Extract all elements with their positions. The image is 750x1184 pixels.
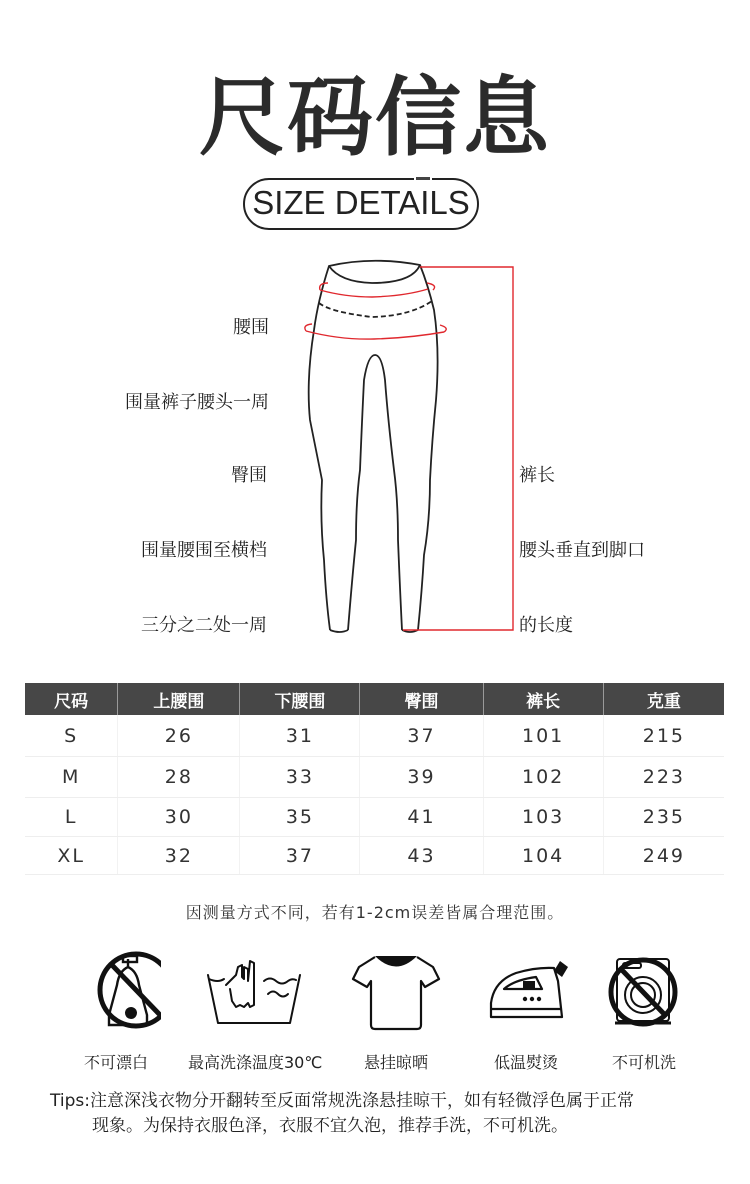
length-label: 裤长 <box>519 465 555 486</box>
size-table <box>25 683 724 875</box>
cell-length: 102 <box>483 757 603 798</box>
cell-length: 101 <box>483 715 603 757</box>
cell-weight: 215 <box>603 715 724 757</box>
length-description-line2: 的长度 <box>519 615 573 636</box>
cell-size: M <box>25 757 118 798</box>
cell-size: S <box>25 715 118 757</box>
cell-weight: 223 <box>603 757 724 798</box>
care-label-hand-wash: 最高洗涤温度30℃ <box>188 1053 323 1072</box>
col-header-lower-waist: 下腰围 <box>240 683 360 715</box>
care-label-hang-dry: 悬挂晾晒 <box>363 1053 428 1072</box>
care-item-no-bleach <box>51 945 181 1080</box>
cell-lower-waist: 37 <box>240 837 360 875</box>
cell-hip: 37 <box>360 715 483 757</box>
cell-length: 104 <box>483 837 603 875</box>
col-header-hip: 臀围 <box>360 683 483 715</box>
hip-description-line1: 围量腰围至横档 <box>141 540 267 561</box>
cell-upper-waist: 26 <box>118 715 240 757</box>
page-title: 尺码信息 <box>199 68 551 168</box>
cell-size: XL <box>25 837 118 875</box>
col-header-weight: 克重 <box>603 683 724 715</box>
tips-line2: 现象。为保持衣服色泽，衣服不宜久泡，推荐手洗，不可机洗。 <box>92 1116 568 1136</box>
cell-upper-waist: 32 <box>118 837 240 875</box>
hang-dry-icon <box>331 945 461 1035</box>
measurement-note: 因测量方式不同，若有1-2cm误差皆属合理范围。 <box>185 903 565 922</box>
col-header-size: 尺码 <box>25 683 118 715</box>
care-item-hand-wash <box>188 945 323 1080</box>
leggings-outline-icon <box>309 261 438 632</box>
cell-hip: 43 <box>360 837 483 875</box>
table-row <box>25 757 724 798</box>
subtitle-badge <box>243 178 479 230</box>
low-iron-icon <box>476 945 576 1035</box>
cell-weight: 235 <box>603 798 724 837</box>
cell-upper-waist: 28 <box>118 757 240 798</box>
care-label-no-machine-wash: 不可机洗 <box>611 1053 676 1072</box>
cell-hip: 41 <box>360 798 483 837</box>
cell-hip: 39 <box>360 757 483 798</box>
cell-lower-waist: 31 <box>240 715 360 757</box>
subtitle-text: SIZE DETAILS <box>252 184 470 221</box>
no-bleach-icon <box>71 945 161 1035</box>
cell-length: 103 <box>483 798 603 837</box>
cell-size: L <box>25 798 118 837</box>
care-item-no-machine-wash <box>579 945 709 1080</box>
hip-label: 臀围 <box>231 465 267 486</box>
table-header-row <box>25 683 724 715</box>
care-label-low-iron: 低温熨烫 <box>493 1053 558 1072</box>
col-header-upper-waist: 上腰围 <box>118 683 240 715</box>
hip-description-line2: 三分之二处一周 <box>141 615 267 636</box>
table-row <box>25 715 724 757</box>
tips-line1: Tips:注意深浅衣物分开翻转至反面常规洗涤悬挂晾干，如有轻微浮色属于正常 <box>50 1091 634 1111</box>
measurement-lines <box>305 267 513 630</box>
length-description-line1: 腰头垂直到脚口 <box>519 540 645 561</box>
cell-weight: 249 <box>603 837 724 875</box>
no-machine-wash-icon <box>579 945 709 1035</box>
cell-lower-waist: 33 <box>240 757 360 798</box>
col-header-length: 裤长 <box>483 683 603 715</box>
waist-description: 围量裤子腰头一周 <box>125 392 269 413</box>
waist-label: 腰围 <box>233 317 269 338</box>
table-row <box>25 837 724 875</box>
care-label-no-bleach: 不可漂白 <box>83 1053 148 1072</box>
care-tips <box>50 1089 720 1139</box>
table-row <box>25 798 724 837</box>
cell-lower-waist: 35 <box>240 798 360 837</box>
cell-upper-waist: 30 <box>118 798 240 837</box>
care-item-low-iron <box>461 945 591 1080</box>
pill-border-mark <box>416 177 430 180</box>
hand-wash-30-icon <box>188 945 318 1035</box>
care-item-hang-dry <box>331 945 461 1080</box>
leggings-diagram <box>0 250 750 650</box>
